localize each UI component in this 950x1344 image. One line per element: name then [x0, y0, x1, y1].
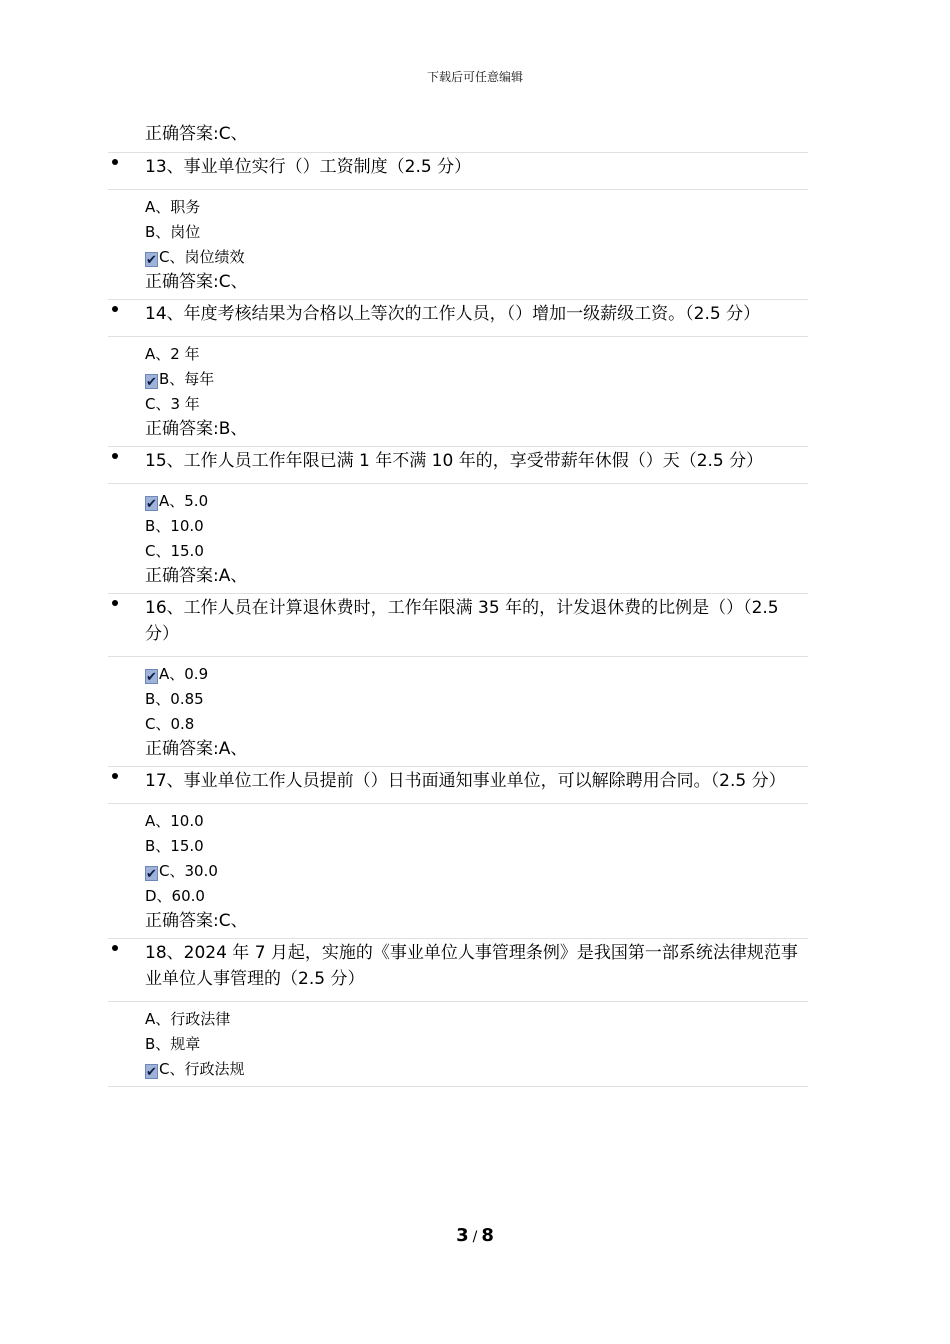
correct-answer: 正确答案:C、	[145, 272, 248, 292]
option-item[interactable]	[145, 1032, 808, 1057]
option-item[interactable]	[145, 245, 808, 270]
option-item[interactable]	[145, 514, 808, 539]
option-label: A、职务	[145, 198, 201, 216]
option-item[interactable]	[145, 1057, 808, 1082]
page-number	[0, 1225, 950, 1246]
option-item[interactable]	[145, 1007, 808, 1032]
question-text: 18、2024 年 7 月起，实施的《事业单位人事管理条例》是我国第一部系统法律规范事业单位人事管理的（2.5 分）	[145, 943, 798, 989]
total-pages: 8	[481, 1225, 494, 1246]
option-label: B、15.0	[145, 837, 204, 855]
option-item[interactable]	[145, 489, 808, 514]
checkmark-icon: ✔	[146, 670, 157, 685]
option-item[interactable]	[145, 662, 808, 687]
option-list	[108, 1002, 808, 1082]
option-label: B、规章	[145, 1035, 201, 1053]
option-list	[108, 804, 808, 934]
option-label: A、5.0	[159, 492, 209, 510]
option-label: A、2 年	[145, 345, 200, 363]
option-list	[108, 190, 808, 295]
option-label: D、60.0	[145, 887, 205, 905]
question-item	[108, 767, 808, 803]
question-text: 16、工作人员在计算退休费时，工作年限满 35 年的，计发退休费的比例是（）（2.5 分）	[145, 598, 779, 644]
question-text: 17、事业单位工作人员提前（）日书面通知事业单位，可以解除聘用合同。（2.5 分）	[145, 771, 786, 791]
option-item[interactable]	[145, 884, 808, 909]
correct-answer: 正确答案:A、	[145, 739, 248, 759]
question-item	[108, 300, 808, 336]
question-text: 15、工作人员工作年限已满 1 年不满 10 年的，享受带薪年休假（）天（2.5 分）	[145, 451, 764, 471]
checkmark-icon: ✔	[146, 1065, 157, 1080]
divider	[108, 1086, 808, 1087]
option-item[interactable]	[145, 834, 808, 859]
option-label: B、0.85	[145, 690, 204, 708]
correct-answer: 正确答案:C、	[145, 124, 248, 144]
bullet-icon	[112, 306, 118, 312]
option-label: C、行政法规	[159, 1060, 245, 1078]
page-header-note: 下载后可任意编辑	[426, 70, 523, 84]
checkmark-icon: ✔	[146, 253, 157, 268]
option-item[interactable]	[145, 220, 808, 245]
option-label: C、岗位绩效	[159, 248, 245, 266]
current-page: 3	[456, 1225, 469, 1246]
question-item	[108, 939, 808, 1001]
bullet-icon	[112, 773, 118, 779]
correct-answer: 正确答案:A、	[145, 566, 248, 586]
option-item[interactable]	[145, 687, 808, 712]
question-text: 14、年度考核结果为合格以上等次的工作人员，（）增加一级薪级工资。（2.5 分）	[145, 304, 761, 324]
quiz-content	[108, 120, 808, 1087]
option-item[interactable]	[145, 712, 808, 737]
bullet-icon	[112, 945, 118, 951]
option-item[interactable]	[145, 539, 808, 564]
option-item[interactable]	[145, 809, 808, 834]
option-list	[108, 337, 808, 442]
bullet-icon	[112, 159, 118, 165]
option-label: B、10.0	[145, 517, 204, 535]
question-item	[108, 447, 808, 483]
option-list	[108, 484, 808, 589]
question-item	[108, 153, 808, 189]
option-label: C、30.0	[159, 862, 218, 880]
question-item	[108, 594, 808, 656]
bullet-icon	[112, 600, 118, 606]
question-list	[108, 152, 808, 1087]
option-item[interactable]	[145, 367, 808, 392]
option-label: C、15.0	[145, 542, 204, 560]
checkmark-icon: ✔	[146, 867, 157, 882]
bullet-icon	[112, 453, 118, 459]
option-item[interactable]	[145, 859, 808, 884]
option-item[interactable]	[145, 392, 808, 417]
option-label: C、0.8	[145, 715, 195, 733]
question-text: 13、事业单位实行（）工资制度（2.5 分）	[145, 157, 472, 177]
page-separator: /	[472, 1229, 478, 1245]
option-label: B、每年	[159, 370, 215, 388]
correct-answer: 正确答案:B、	[145, 419, 248, 439]
option-label: A、0.9	[159, 665, 209, 683]
checkmark-icon: ✔	[146, 497, 157, 512]
option-item[interactable]	[145, 342, 808, 367]
correct-answer: 正确答案:C、	[145, 911, 248, 931]
option-label: C、3 年	[145, 395, 200, 413]
option-label: B、岗位	[145, 223, 201, 241]
checkmark-icon: ✔	[146, 375, 157, 390]
option-label: A、行政法律	[145, 1010, 231, 1028]
option-list	[108, 657, 808, 762]
option-label: A、10.0	[145, 812, 204, 830]
option-item[interactable]	[145, 195, 808, 220]
